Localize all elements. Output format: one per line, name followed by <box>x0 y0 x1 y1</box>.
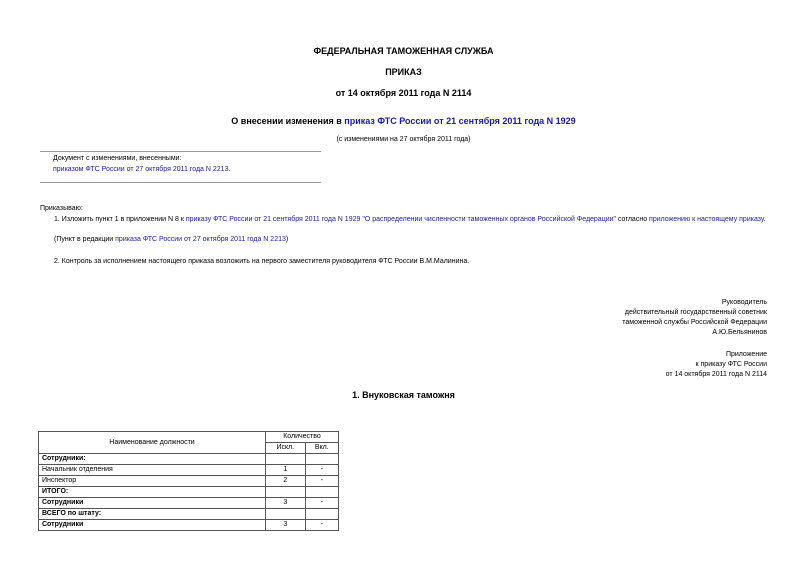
item-1-note-prefix: (Пункт в редакции <box>54 236 116 243</box>
item-1-note-suffix: ) <box>285 236 289 243</box>
table-header-row <box>39 432 339 443</box>
item-1-order-link[interactable]: приказу ФТС России от 21 сентября 2011 года N 1929 "О распределении численности таможенных органов Российской Федерации" <box>185 216 617 223</box>
cell-excl: 3 <box>266 498 306 509</box>
table-row <box>39 454 339 465</box>
table-row <box>39 520 339 531</box>
item-1-appendix-link[interactable]: приложению к настоящему приказу <box>649 216 764 223</box>
document-type: ПРИКАЗ <box>385 67 422 77</box>
table-row <box>39 487 339 498</box>
changes-box-caption: Документ с изменениями, внесенными: <box>53 155 182 162</box>
col-quantity-header: Количество <box>266 432 339 443</box>
cell-position: Начальник отделения <box>39 465 266 476</box>
item-1 <box>40 215 772 225</box>
cell-excl: 2 <box>266 476 306 487</box>
revision-note: (с изменениями на 27 октября 2011 года) <box>336 136 471 143</box>
signature-rank: действительный государственный советник <box>624 309 767 316</box>
cell-incl: - <box>305 498 338 509</box>
table-row <box>39 476 339 487</box>
cell-excl <box>266 454 306 465</box>
table-row <box>39 465 339 476</box>
changes-box-suffix: . <box>228 166 231 173</box>
cell-incl <box>305 454 338 465</box>
amending-order-link[interactable]: приказом ФТС России от 27 октября 2011 года N 2213 <box>53 166 229 173</box>
changes-box-bottom-rule <box>40 182 321 183</box>
cell-excl <box>266 509 306 520</box>
order-date-number: от 14 октября 2011 года N 2114 <box>335 88 472 98</box>
signature-block <box>622 298 767 338</box>
item-1-mid: согласно <box>616 216 650 223</box>
cell-position: Сотрудники <box>39 520 266 531</box>
order-title-prefix: О внесении изменения в <box>231 116 345 126</box>
cell-position: Инспектор <box>39 476 266 487</box>
cell-incl: - <box>305 476 338 487</box>
cell-incl: - <box>305 520 338 531</box>
cell-incl <box>305 509 338 520</box>
item-1-prefix: 1. Изложить пункт 1 в приложении N 8 к <box>54 216 186 223</box>
cell-position: ВСЕГО по штату: <box>39 509 266 520</box>
item-1-note <box>54 236 288 243</box>
cell-excl: 3 <box>266 520 306 531</box>
cell-excl: 1 <box>266 465 306 476</box>
signature-service: таможенной службы Российской Федерации <box>622 319 767 326</box>
amended-order-link[interactable]: приказ ФТС России от 21 сентября 2011 года N 1929 <box>344 116 576 126</box>
order-title <box>0 116 807 126</box>
signature-name: А.Ю.Бельянинов <box>712 329 767 336</box>
staff-table <box>38 431 339 531</box>
table-row <box>39 509 339 520</box>
agency-name: ФЕДЕРАЛЬНАЯ ТАМОЖЕННАЯ СЛУЖБА <box>313 46 494 56</box>
section-title: 1. Внуковская таможня <box>352 390 455 400</box>
changes-box-line <box>53 166 230 173</box>
appendix-order-ref: к приказу ФТС России <box>695 361 767 368</box>
col-position-header: Наименование должности <box>39 432 266 454</box>
changes-box-top-rule <box>40 151 321 152</box>
cell-position: Сотрудники <box>39 498 266 509</box>
orders-heading: Приказываю: <box>40 205 83 212</box>
item-1-suffix: . <box>763 216 766 223</box>
table-row <box>39 498 339 509</box>
appendix-date: от 14 октября 2011 года N 2114 <box>665 371 767 378</box>
item-1-note-link[interactable]: приказа ФТС России от 27 октября 2011 года N 2213 <box>115 236 286 243</box>
signature-title: Руководитель <box>721 299 767 306</box>
cell-excl <box>266 487 306 498</box>
col-incl-header: Вкл. <box>305 443 338 454</box>
cell-incl <box>305 487 338 498</box>
cell-incl: - <box>305 465 338 476</box>
cell-position: ИТОГО: <box>39 487 266 498</box>
table-body <box>39 454 339 531</box>
item-2: 2. Контроль за исполнением настоящего приказа возложить на первого заместителя руководителя ФТС России В.М.Малинина. <box>54 258 470 265</box>
appendix-label: Приложение <box>725 351 767 358</box>
cell-position: Сотрудники: <box>39 454 266 465</box>
appendix-block <box>666 350 767 380</box>
col-excl-header: Искл. <box>266 443 306 454</box>
